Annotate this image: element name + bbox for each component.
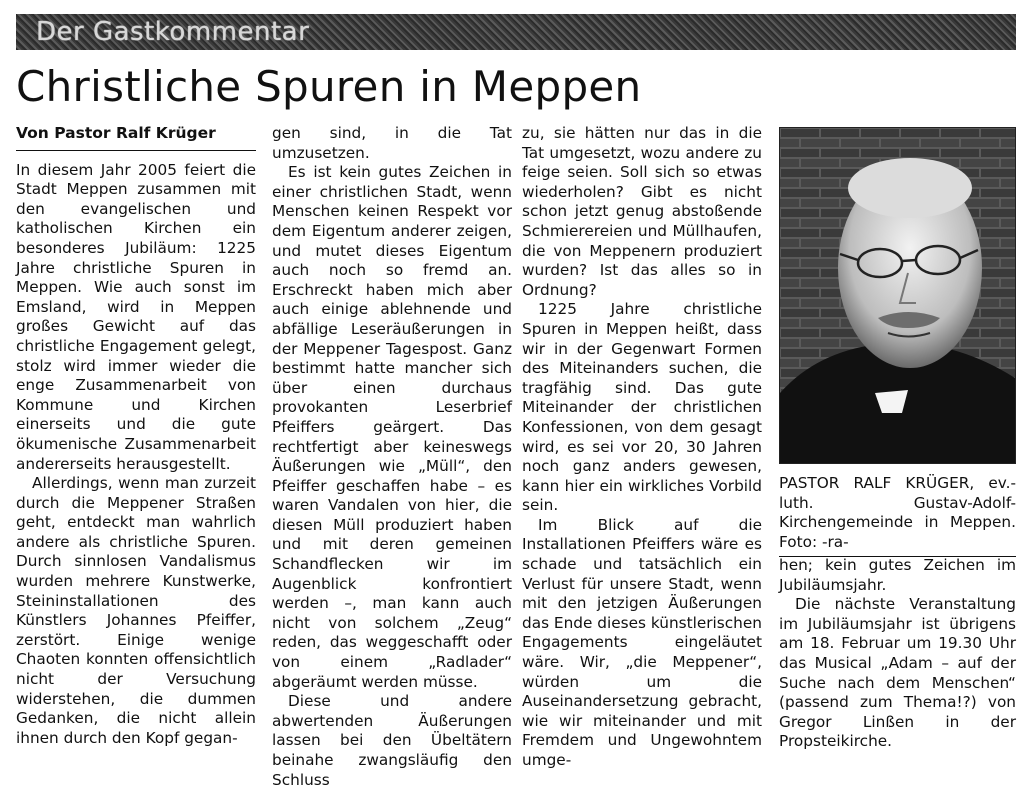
paragraph: In diesem Jahr 2005 feiert die Stadt Meppen zusammen mit den evangelischen und katholischen Kirchen ein besonderes Jubiläum: 1225 Jahre christliche Spuren in Meppen. Wie auch sonst im Emsland, wird in Meppen großes Gewicht auf das christliche Engagement gelegt, stolz wird immer wieder die enge Zusammenarbeit von Kommune und Kirchen einerseits und die gute ökumenische Zusammenarbeit andererseits herausgestellt.	[16, 160, 256, 473]
kicker-label: Der Gastkommentar	[36, 17, 310, 47]
kicker-bar	[16, 14, 1016, 50]
paragraph: Im Blick auf die Installationen Pfeiffers wäre es schade und tatsächlich ein Verlust für unsere Stadt, wenn mit den jetzigen Äußerungen das Ende dieses künstlerischen Engagements eingeläutet wäre. Wir, „die Meppener“, würden um die Auseinandersetzung gebracht, wie wir miteinander und mit Fremdem und Ungewohntem umge-	[522, 515, 762, 769]
headline: Christliche Spuren in Meppen	[16, 62, 642, 111]
paragraph: gen sind, in die Tat umzusetzen.	[272, 124, 512, 162]
photo-caption: PASTOR RALF KRÜGER, ev.-luth. Gustav-Adolf-Kirchengemeinde in Meppen. Foto: -ra-	[779, 474, 1016, 557]
article-column-1	[16, 124, 256, 748]
article-column-3	[522, 124, 762, 771]
byline: Von Pastor Ralf Krüger	[16, 124, 256, 151]
paragraph: Allerdings, wenn man zurzeit durch die Meppener Straßen geht, entdeckt man wahrlich andere als christliche Spuren. Durch sinnlosen Vandalismus wurden mehrere Kunstwerke, Steininstallationen des Künstlers Johannes Pfeiffer, zerstört. Einige wenige Chaoten konnten offensichtlich nicht der Versuchung widerstehen, die dummen Gedanken, die nicht allein ihnen durch den Kopf gegan-	[16, 474, 256, 747]
paragraph: Diese und andere abwertenden Äußerungen lassen bei den Übeltätern beinahe zwangsläufig den Schluss	[272, 692, 512, 789]
paragraph: zu, sie hätten nur das in die Tat umgesetzt, wozu andere zu feige seien. Soll sich so etwas wiederholen? Gibt es nicht schon jetzt genug abstoßende Schmierereien und Müllhaufen, die von Meppenern produziert wurden? Ist das alles so in Ordnung?	[522, 124, 762, 299]
article-column-2	[272, 124, 512, 790]
article-column-4	[779, 556, 1016, 752]
paragraph: Die nächste Veranstaltung im Jubiläumsjahr ist übrigens am 18. Februar um 19.30 Uhr das Musical „Adam – auf der Suche nach dem Menschen“ (passend zum Thema!?) von Gregor Linßen in der Propsteikirche.	[779, 595, 1016, 751]
portrait-image	[780, 128, 1015, 463]
author-photo	[779, 127, 1016, 464]
paragraph: Es ist kein gutes Zeichen in einer christlichen Stadt, wenn Menschen keinen Respekt vor dem Eigentum anderer zeigen, und mutet dieses Eigentum auch noch so fremd an. Erschreckt haben mich aber auch einige ablehnende und abfällige Leseräußerungen in der Meppener Tagespost. Ganz bestimmt hatte mancher sich über einen durchaus provokanten Leserbrief Pfeiffers geärgert. Das rechtfertigt aber keineswegs Äußerungen wie „Müll“, den Pfeiffer geschaffen habe – es waren Vandalen von hier, die diesen Müll produziert haben und mit deren gemeinen Schandflecken wir im Augenblick konfrontiert werden –, man kann auch nicht von solchem „Zeug“ reden, das weggeschafft oder von einem „Radlader“ abgeräumt werden müsse.	[272, 163, 512, 691]
paragraph: hen; kein gutes Zeichen im Jubiläumsjahr.	[779, 556, 1016, 594]
paragraph: 1225 Jahre christliche Spuren in Meppen heißt, dass wir in der Gegenwart Formen des Miteinanders suchen, die tragfähig sind. Das gute Miteinander der christlichen Konfessionen, von dem gesagt wird, es sei vor 20, 30 Jahren noch ganz anders gewesen, kann hier ein wirkliches Vorbild sein.	[522, 300, 762, 515]
